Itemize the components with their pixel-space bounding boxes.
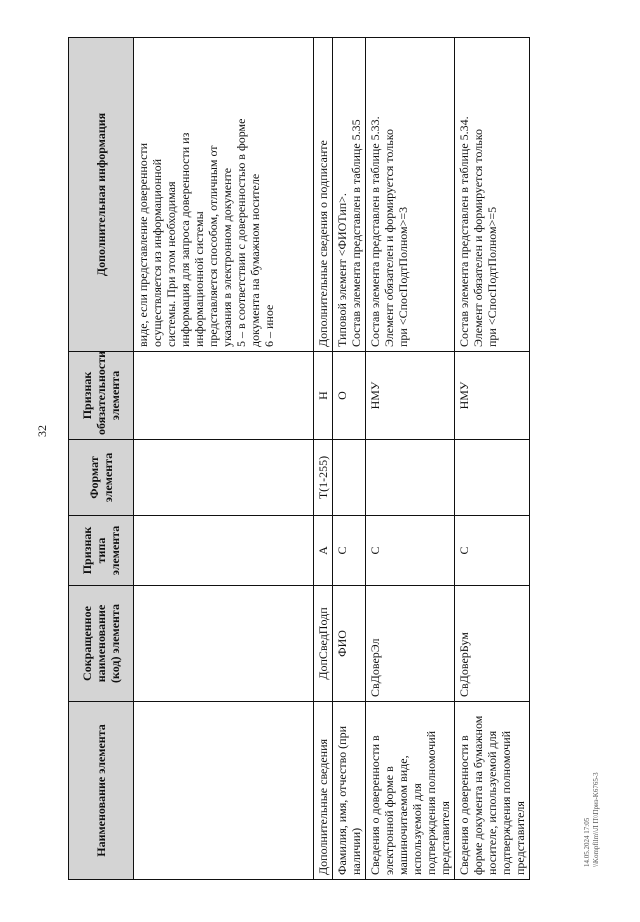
- info-line: Типовой элемент <ФИОТип>.: [335, 193, 349, 347]
- cell-name: [134, 702, 314, 880]
- cell-info: [314, 38, 333, 352]
- cell-code: СвДоверБум: [455, 586, 530, 702]
- info-line: представляется способом, отличным от: [206, 145, 220, 347]
- info-line: информационной системы: [192, 211, 206, 347]
- cell-required: [134, 352, 314, 440]
- info-line: Элемент обязателен и формируется только: [382, 129, 396, 347]
- cell-required: НМУ: [366, 352, 455, 440]
- header-element-required: Признак обязательности элемента: [69, 352, 134, 440]
- cell-format: T(1-255): [314, 440, 333, 516]
- info-line: документа на бумажном носителе: [248, 173, 262, 347]
- cell-format: [333, 440, 366, 516]
- info-line: Состав элемента представлен в таблице 5.33.: [368, 116, 382, 347]
- cell-info: [134, 38, 314, 352]
- cell-name: Сведения о доверенности в форме документа на бумажном носителе, используемой для подтверждения полномочий представителя: [455, 702, 530, 880]
- table-header-row: [69, 38, 134, 880]
- cell-required: НМУ: [455, 352, 530, 440]
- cell-info: [366, 38, 455, 352]
- cell-format: [134, 440, 314, 516]
- cell-format: [366, 440, 455, 516]
- info-line: Состав элемента представлен в таблице 5.35: [349, 119, 363, 347]
- info-line: при <СпосПодтПолном>=3: [396, 206, 410, 347]
- cell-required: О: [333, 352, 366, 440]
- table-row: [134, 38, 314, 880]
- cell-info: [333, 38, 366, 352]
- info-line: при <СпосПодтПолном>=5: [485, 206, 499, 347]
- info-line: информация для запроса доверенности из: [178, 132, 192, 347]
- page-number: 32: [35, 425, 49, 437]
- cell-type: С: [366, 516, 455, 586]
- cell-required: Н: [314, 352, 333, 440]
- info-line: осуществляется из информационной: [150, 158, 164, 347]
- cell-info: [455, 38, 530, 352]
- header-element-type: Признак типа элемента: [69, 516, 134, 586]
- table-row: [455, 38, 530, 880]
- info-line: 6 – иное: [262, 304, 276, 347]
- table-row: [314, 38, 333, 880]
- cell-code: СвДоверЭл: [366, 586, 455, 702]
- cell-format: [455, 440, 530, 516]
- info-line: Состав элемента представлен в таблице 5.34.: [457, 116, 471, 347]
- info-line: Дополнительные сведения о подписанте: [316, 140, 330, 347]
- footer-stamp-line: \\Kompfilm\\Л П\\Приз-K6765-3: [592, 772, 600, 867]
- footer-stamp-line: 14.05.2024 17:05: [583, 817, 591, 867]
- cell-name: Сведения о доверенности в электронной форме в машиночитаемом виде, используемой для подтверждения полномочий представителя: [366, 702, 455, 880]
- cell-type: С: [455, 516, 530, 586]
- table-row: [333, 38, 366, 880]
- cell-type: С: [333, 516, 366, 586]
- header-element-name: Наименование элемента: [69, 702, 134, 880]
- info-line: виде, если представление доверенности: [136, 142, 150, 347]
- cell-code: [134, 586, 314, 702]
- info-line: 5 – в соответствии с доверенностью в форме: [234, 118, 248, 347]
- header-element-code: Сокращенное наименование (код) элемента: [69, 586, 134, 702]
- cell-type: А: [314, 516, 333, 586]
- cell-code: ДопСведПодп: [314, 586, 333, 702]
- table-row: [366, 38, 455, 880]
- elements-table: [68, 37, 530, 880]
- header-additional-info: Дополнительная информация: [69, 38, 134, 352]
- cell-name: Дополнительные сведения: [314, 702, 333, 880]
- info-line: системы. При этом необходимая: [164, 181, 178, 347]
- info-line: Элемент обязателен и формируется только: [471, 129, 485, 347]
- rotated-table-container: [68, 38, 527, 880]
- header-element-format: Формат элемента: [69, 440, 134, 516]
- info-line: указания в электронном документе: [220, 167, 234, 347]
- cell-type: [134, 516, 314, 586]
- cell-code: ФИО: [333, 586, 366, 702]
- cell-name: Фамилия, имя, отчество (при наличии): [333, 702, 366, 880]
- footer-stamp: [583, 717, 601, 867]
